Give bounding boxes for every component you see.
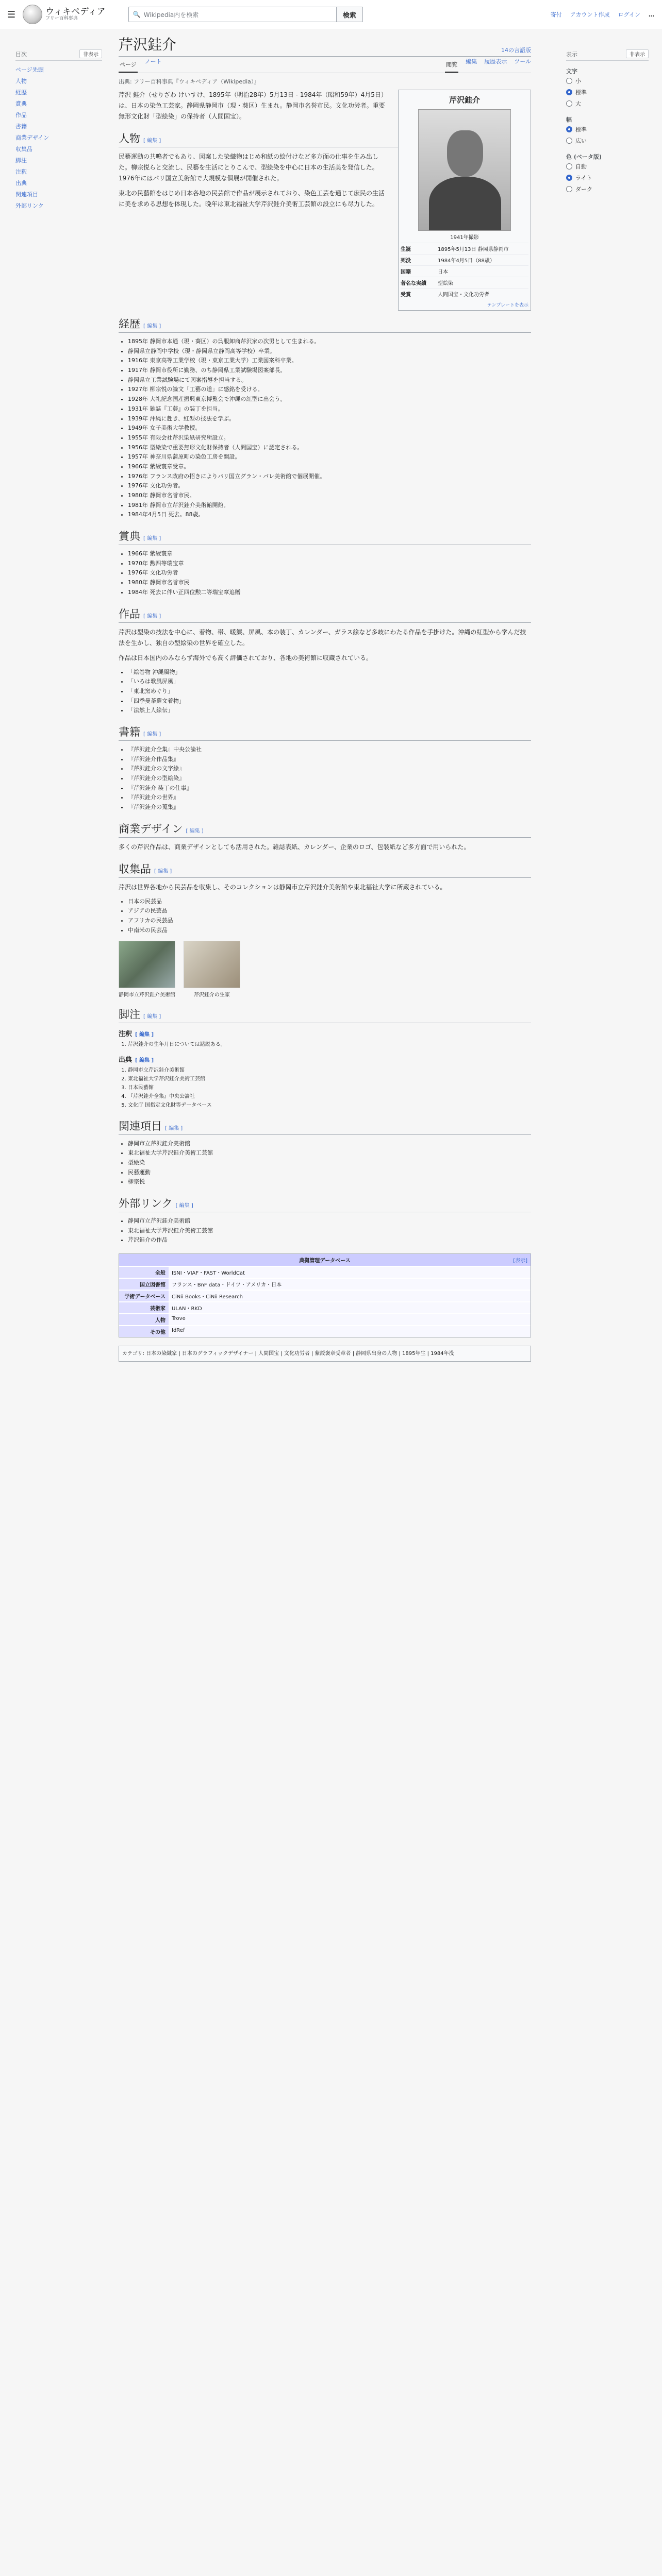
navbox-value[interactable]: CiNii Books・CiNii Research (169, 1291, 531, 1301)
career-item[interactable]: • 1980年 静岡市名誉市民。 (128, 491, 531, 501)
wordmark: ウィキペディア (45, 6, 106, 17)
tab-history[interactable]: 履歴表示 (484, 58, 507, 65)
appearance-title: 表示 (566, 50, 577, 58)
section-heading-notes: 脚注 [ 編集 ] (119, 1006, 531, 1023)
toc-link[interactable]: 書籍 (15, 123, 27, 130)
edit-link[interactable]: [ 編集 ] (143, 613, 161, 619)
related-item[interactable]: • 型絵染 (128, 1158, 531, 1168)
toc-link[interactable]: 商業デザイン (15, 134, 49, 141)
career-item[interactable]: • 1976年 文化功労者。 (128, 481, 531, 491)
donate-link[interactable]: 寄付 (550, 11, 562, 18)
career-item[interactable]: • 1976年 フランス政府の招きによりパリ国立グラン・パレ美術館で個展開催。 (128, 472, 531, 482)
edit-link[interactable]: [ 編集 ] (143, 536, 161, 542)
toc-item[interactable] (15, 75, 102, 87)
toc-item[interactable] (15, 155, 102, 166)
navbox-row (119, 1301, 531, 1313)
navbox-value[interactable]: Trove (169, 1314, 531, 1325)
toc-link[interactable]: 関連項目 (15, 191, 38, 198)
appearance-option-label: 大 (575, 100, 581, 107)
related-list (128, 1139, 531, 1187)
appearance-group-label: 幅 (566, 116, 572, 123)
login-link[interactable]: ログイン (618, 11, 640, 18)
tab-edit[interactable]: 編集 (466, 58, 477, 65)
toc-link[interactable]: 脚注 (15, 157, 27, 164)
more-icon[interactable]: … (649, 11, 655, 18)
navbox-row (119, 1290, 531, 1301)
navbox-row (119, 1278, 531, 1290)
career-item[interactable]: • 1927年 柳宗悦の論文「工藝の道」に感銘を受ける。 (128, 385, 531, 395)
career-item[interactable]: • 1984年4月5日 死去。88歳。 (128, 510, 531, 520)
career-item[interactable]: • 1939年 沖縄に赴き、紅型の技法を学ぶ。 (128, 414, 531, 424)
infobox-label: 著名な実績 (401, 281, 426, 286)
toc-link[interactable]: 経歴 (15, 89, 27, 96)
toc-item[interactable] (15, 87, 102, 98)
page-title (119, 33, 531, 57)
subheading-sources: 出典 [ 編集 ] (119, 1056, 154, 1064)
toc-link[interactable]: 人物 (15, 78, 27, 84)
books-list (128, 745, 531, 812)
career-item[interactable]: • 1966年 紫綬褒章受章。 (128, 462, 531, 472)
appearance-option[interactable] (566, 75, 649, 87)
related-item[interactable]: • 民藝運動 (128, 1168, 531, 1178)
from-wikipedia: 出典: フリー百科事典『ウィキペディア（Wikipedia）』 (119, 78, 260, 85)
toc-link[interactable]: 賞典 (15, 100, 27, 107)
source-item[interactable]: 1. 静岡市立芹沢銈介美術館 (128, 1066, 531, 1075)
book-item[interactable]: • 『芹沢銈介の文字絵』 (128, 764, 531, 774)
tab-talk[interactable]: ノート (144, 58, 162, 65)
portrait-caption: 1941年撮影 (450, 235, 479, 241)
infobox-value: 1895年5月13日 静岡県静岡市 (438, 247, 509, 252)
subheading-notes: 注釈 [ 編集 ] (119, 1030, 154, 1038)
appearance-option[interactable] (566, 135, 649, 146)
career-item[interactable]: • 1928年 大礼記念国産振興東京博覧会で沖縄の紅型に出会う。 (128, 395, 531, 404)
source-item[interactable]: 4. 『芹沢銈介全集』中央公論社 (128, 1092, 531, 1101)
career-item[interactable]: • 1949年 女子美術大学教授。 (128, 423, 531, 433)
radio-icon[interactable] (566, 100, 572, 107)
external-link-item[interactable]: • 芹沢銈介の作品 (128, 1235, 531, 1245)
toc-item[interactable] (15, 143, 102, 155)
edit-link[interactable]: [ 編集 ] (143, 138, 161, 144)
site-header (0, 0, 662, 29)
template-link[interactable]: テンプレートを表示 (487, 303, 528, 308)
toc-item[interactable] (15, 166, 102, 177)
infobox-value: 型絵染 (438, 281, 453, 286)
search-input[interactable] (128, 7, 337, 22)
gallery-caption: 静岡市立芹沢銈介美術館 (119, 992, 175, 998)
edit-link[interactable]: [ 編集 ] (165, 1125, 183, 1131)
work-item[interactable]: • 「いろは歌風屏風」 (128, 677, 531, 687)
radio-icon[interactable] (566, 138, 572, 144)
note-item[interactable]: 1. 芹沢銈介の生年月日については諸説ある。 (128, 1040, 531, 1049)
navbox-label: 国立図書館 (119, 1279, 169, 1290)
toc-hide-button[interactable]: 非表示 (79, 49, 102, 58)
book-item[interactable]: • 『芹沢銈介の世界』 (128, 793, 531, 803)
category-links[interactable]: カテゴリ: 日本の染織家 | 日本のグラフィックデザイナー | 人間国宝 | 文化功労者 | 紫綬褒章受章者 | 静岡県出身の人物 | 1895年生 | 1984年没 (119, 1346, 531, 1362)
site-logo[interactable] (23, 5, 106, 24)
section-heading-career: 経歴 [ 編集 ] (119, 316, 531, 333)
toc-item[interactable] (15, 64, 102, 75)
search-form (128, 7, 363, 22)
section-heading-person: 人物 [ 編集 ] (119, 130, 531, 147)
infobox-row (401, 254, 528, 265)
toc-item[interactable] (15, 189, 102, 200)
external-list (128, 1216, 531, 1245)
section-heading-external: 外部リンク [ 編集 ] (119, 1195, 531, 1212)
award-item[interactable]: • 1970年 勲四等瑞宝章 (128, 559, 531, 569)
section-heading-collection: 収集品 [ 編集 ] (119, 861, 531, 878)
toc-item[interactable] (15, 109, 102, 121)
book-item[interactable]: • 『芹沢銈介の型絵染』 (128, 774, 531, 784)
book-item[interactable]: • 『芹沢銈介全集』中央公論社 (128, 745, 531, 755)
design-paragraph: 多くの芹沢作品は、商業デザインとしても活用された。雑誌表紙、カレンダー、企業のロゴ、包装紙など多方面で用いられた。 (119, 843, 470, 851)
notes-list (128, 1040, 531, 1049)
edit-link[interactable]: [ 編集 ] (135, 1057, 154, 1063)
appearance-panel (566, 49, 649, 195)
infobox-row (401, 265, 528, 277)
navbox-label: 芸術家 (119, 1302, 169, 1313)
navbox-value[interactable]: フランス・BnF data・ドイツ・アメリカ・日本 (169, 1279, 531, 1290)
related-item[interactable]: • 静岡市立芹沢銈介美術館 (128, 1139, 531, 1149)
tab-tools[interactable]: ツール (514, 58, 531, 65)
appearance-option-label: 自動 (575, 163, 587, 170)
main-content (119, 33, 531, 1362)
section-heading-related: 関連項目 [ 編集 ] (119, 1118, 531, 1135)
related-item[interactable]: • 柳宗悦 (128, 1177, 531, 1187)
navbox-row (119, 1266, 531, 1278)
infobox-value: 人間国宝・文化功労者 (438, 292, 489, 298)
career-item[interactable]: • 静岡県立静岡中学校（現・静岡県立静岡高等学校）卒業。 (128, 347, 531, 357)
career-item[interactable]: • 1957年 神奈川県蒲原町の染色工房を開設。 (128, 452, 531, 462)
toc-link[interactable]: ページ先頭 (15, 66, 44, 73)
toc-link[interactable]: 出典 (15, 180, 27, 187)
intro-paragraph: 芹沢 銈介（せりざわ けいすけ、1895年（明治28年）5月13日 - 1984年（昭和59年）4月5日）は、日本の染色工芸家。静岡県静岡市（現・葵区）生まれ。静岡市名誉市民。文化功労者。重要無形文化財「型絵染」の保持者（人間国宝）。 (119, 91, 387, 120)
search-icon: 🔍 (133, 11, 141, 18)
career-item[interactable]: • 1956年 型絵染で重要無形文化財保持者（人間国宝）に認定される。 (128, 443, 531, 453)
edit-link[interactable]: [ 編集 ] (143, 324, 161, 329)
external-link-item[interactable]: • 東北福祉大学芹沢銈介美術工芸館 (128, 1226, 531, 1236)
edit-link[interactable]: [ 編集 ] (143, 731, 161, 737)
award-item[interactable]: • 1980年 静岡市名誉市民 (128, 578, 531, 588)
toc-link[interactable]: 外部リンク (15, 202, 44, 209)
book-item[interactable]: • 『芹沢銈介作品集』 (128, 755, 531, 765)
toc-link[interactable]: 作品 (15, 112, 27, 118)
external-link-item[interactable]: • 静岡市立芹沢銈介美術館 (128, 1216, 531, 1226)
edit-link[interactable]: [ 編集 ] (143, 1013, 161, 1020)
collection-item[interactable]: • アフリカの民芸品 (128, 916, 531, 926)
appearance-group-label: 文字 (566, 68, 577, 75)
source-item[interactable]: 5. 文化庁 国指定文化財等データベース (128, 1101, 531, 1110)
appearance-option-label: 標準 (575, 89, 587, 96)
portrait-image[interactable] (418, 109, 511, 231)
navbox-toggle[interactable]: [表示] (513, 1258, 527, 1264)
toc-list (15, 64, 102, 211)
toc-link[interactable]: 注釈 (15, 168, 27, 175)
menu-icon[interactable]: ☰ (7, 9, 16, 20)
radio-icon[interactable] (566, 126, 572, 132)
navbox-value[interactable]: ISNI・VIAF・FAST・WorldCat (169, 1267, 531, 1278)
work-item[interactable]: • 「東北窯めぐり」 (128, 687, 531, 697)
toc-item[interactable] (15, 121, 102, 132)
radio-icon[interactable] (566, 186, 572, 192)
navbox-row (119, 1325, 531, 1337)
career-item[interactable]: • 1895年 静岡市本通（現・葵区）の呉服卸商芹沢家の次男として生まれる。 (128, 337, 531, 347)
collection-paragraph: 芹沢は世界各地から民芸品を収集し、そのコレクションは静岡市立芹沢銈介美術館や東北福祉大学に所蔵されている。 (119, 883, 446, 891)
career-item[interactable]: • 1955年 有限会社芹沢染紙研究所設立。 (128, 433, 531, 443)
career-item[interactable]: • 1981年 静岡市立芹沢銈介美術館開館。 (128, 501, 531, 511)
edit-link[interactable]: [ 編集 ] (154, 868, 172, 874)
appearance-option-label: 標準 (575, 126, 587, 133)
source-item[interactable]: 2. 東北福祉大学芹沢銈介美術工芸館 (128, 1075, 531, 1083)
appearance-option-label: ダーク (575, 186, 592, 193)
infobox-label: 死没 (401, 258, 411, 264)
person-paragraph: 東北の民藝館をはじめ日本各地の民芸館で作品が展示されており、染色工芸を通じて庶民の生活に美を求める思想を体現した。晩年は東北福祉大学芹沢銈介美術工芸館の設立にも尽力した。 (119, 190, 385, 208)
infobox-label: 国籍 (401, 269, 411, 275)
navbox-value[interactable]: ULAN・RKD (169, 1302, 531, 1313)
infobox-label: 受賞 (401, 292, 411, 298)
career-list (128, 337, 531, 520)
appearance-option[interactable] (566, 98, 649, 109)
toc-item[interactable] (15, 98, 102, 109)
navbox-label: 学術データベース (119, 1291, 169, 1301)
wikipedia-globe-icon (23, 5, 42, 24)
appearance-option[interactable] (566, 161, 649, 172)
section-heading-awards: 賞典 [ 編集 ] (119, 528, 531, 545)
edit-link[interactable]: [ 編集 ] (186, 828, 204, 834)
works-paragraph: 作品は日本国内のみならず海外でも高く評価されており、各地の美術館に収蔵されている。 (119, 654, 373, 662)
navbox-title: 典拠管理データベース (299, 1258, 351, 1264)
radio-icon[interactable] (566, 175, 572, 181)
toc-link[interactable]: 収集品 (15, 146, 32, 152)
radio-icon[interactable] (566, 163, 572, 170)
search-placeholder: Wikipedia内を検索 (143, 11, 199, 19)
edit-link[interactable]: [ 編集 ] (135, 1031, 154, 1038)
section-heading-books: 書籍 [ 編集 ] (119, 724, 531, 741)
career-item[interactable]: • 静岡県立工業試験場にて図案指導を担当する。 (128, 376, 531, 385)
gallery-item[interactable] (119, 941, 175, 998)
appearance-group-label: 色 (ベータ版) (566, 154, 602, 160)
awards-list (128, 549, 531, 597)
navbox-label: 人物 (119, 1314, 169, 1325)
navbox-row (119, 1313, 531, 1325)
career-item[interactable]: • 1931年 雑誌『工藝』の装丁を担当。 (128, 404, 531, 414)
navbox-label: 全般 (119, 1267, 169, 1278)
source-item[interactable]: 3. 日本民藝館 (128, 1083, 531, 1092)
toc-item[interactable] (15, 177, 102, 189)
infobox-row (401, 243, 528, 254)
appearance-hide-button[interactable]: 非表示 (626, 49, 649, 58)
infobox (398, 90, 531, 311)
page-tabs (119, 57, 531, 73)
appearance-option[interactable] (566, 87, 649, 98)
user-tools (551, 10, 655, 19)
book-item[interactable]: • 『芹沢銈介の蒐集』 (128, 803, 531, 812)
navbox-label: その他 (119, 1326, 169, 1337)
authority-navbox (119, 1253, 531, 1337)
infobox-row (401, 277, 528, 288)
radio-icon[interactable] (566, 89, 572, 95)
work-item[interactable]: • 「四季曼荼羅文着物」 (128, 697, 531, 706)
toc-sidebar (15, 49, 102, 211)
gallery-caption: 芹沢銈介の生家 (194, 992, 230, 998)
navbox-value[interactable]: IdRef (169, 1326, 531, 1337)
tagline: フリー百科事典 (45, 16, 78, 22)
related-item[interactable]: • 東北福祉大学芹沢銈介美術工芸館 (128, 1148, 531, 1158)
create-account-link[interactable]: アカウント作成 (570, 11, 610, 18)
toc-title: 目次 (15, 50, 27, 58)
collection-item[interactable]: • アジアの民芸品 (128, 906, 531, 916)
edit-link[interactable]: [ 編集 ] (175, 1202, 193, 1209)
book-item[interactable]: • 『芹沢銈介 装丁の仕事』 (128, 784, 531, 793)
infobox-row (401, 288, 528, 299)
sources-list (128, 1066, 531, 1110)
infobox-value: 1984年4月5日（88歳） (438, 258, 495, 264)
page-title-text: 芹沢銈介 (119, 36, 177, 53)
appearance-option[interactable] (566, 172, 649, 183)
search-button[interactable]: 検索 (337, 7, 363, 22)
appearance-option[interactable] (566, 183, 649, 195)
appearance-option-label: ライト (575, 175, 592, 181)
appearance-option-label: 小 (575, 78, 581, 84)
work-item[interactable]: • 「法然上人絵伝」 (128, 706, 531, 716)
collection-item[interactable]: • 日本の民芸品 (128, 897, 531, 907)
toc-item[interactable] (15, 132, 102, 143)
appearance-option[interactable] (566, 124, 649, 135)
award-item[interactable]: • 1984年 死去に伴い正四位勲二等瑞宝章追贈 (128, 588, 531, 598)
infobox-title: 芹沢銈介 (449, 95, 480, 105)
collection-list (128, 897, 531, 936)
tab-read[interactable]: 閲覧 (445, 57, 458, 73)
section-heading-design: 商業デザイン [ 編集 ] (119, 821, 531, 838)
works-paragraph: 芹沢は型染の技法を中心に、着物、帯、暖簾、屏風、本の装丁、カレンダー、ガラス絵など多岐にわたる作品を手掛けた。沖縄の紅型から学んだ技法を生かし、独自の型絵染の世界を確立した。 (119, 628, 526, 647)
toc-item[interactable] (15, 200, 102, 211)
award-item[interactable]: • 1966年 紫綬褒章 (128, 549, 531, 559)
person-paragraph: 民藝運動の共鳴者でもあり、図案した染織物はじめ和紙の絵付けなど多方面の仕事を生み出した。柳宗悦らと交流し、民藝を生活にとりこんで、型絵染を中心に日本の生活美を発信した。1976年にはパリ国立美術館で大規模な個展が開催された。 (119, 153, 379, 182)
appearance-option-label: 広い (575, 138, 587, 144)
section-heading-works: 作品 [ 編集 ] (119, 606, 531, 623)
infobox-value: 日本 (438, 269, 448, 275)
radio-icon[interactable] (566, 78, 572, 84)
infobox-label: 生誕 (401, 247, 411, 252)
gallery (119, 941, 531, 998)
works-list (128, 668, 531, 716)
career-item[interactable]: • 1916年 東京高等工業学校（現・東京工業大学）工業図案科卒業。 (128, 356, 531, 366)
award-item[interactable]: • 1976年 文化功労者 (128, 568, 531, 578)
tab-page[interactable]: ページ (119, 57, 138, 73)
gallery-item[interactable] (184, 941, 240, 998)
career-item[interactable]: • 1917年 静岡市役所に勤務、のち静岡県工業試験場図案部長。 (128, 366, 531, 376)
work-item[interactable]: • 「絵巻物 沖縄風物」 (128, 668, 531, 677)
collection-item[interactable]: • 中南米の民芸品 (128, 926, 531, 936)
language-button[interactable]: 14の言語版 (501, 47, 531, 54)
